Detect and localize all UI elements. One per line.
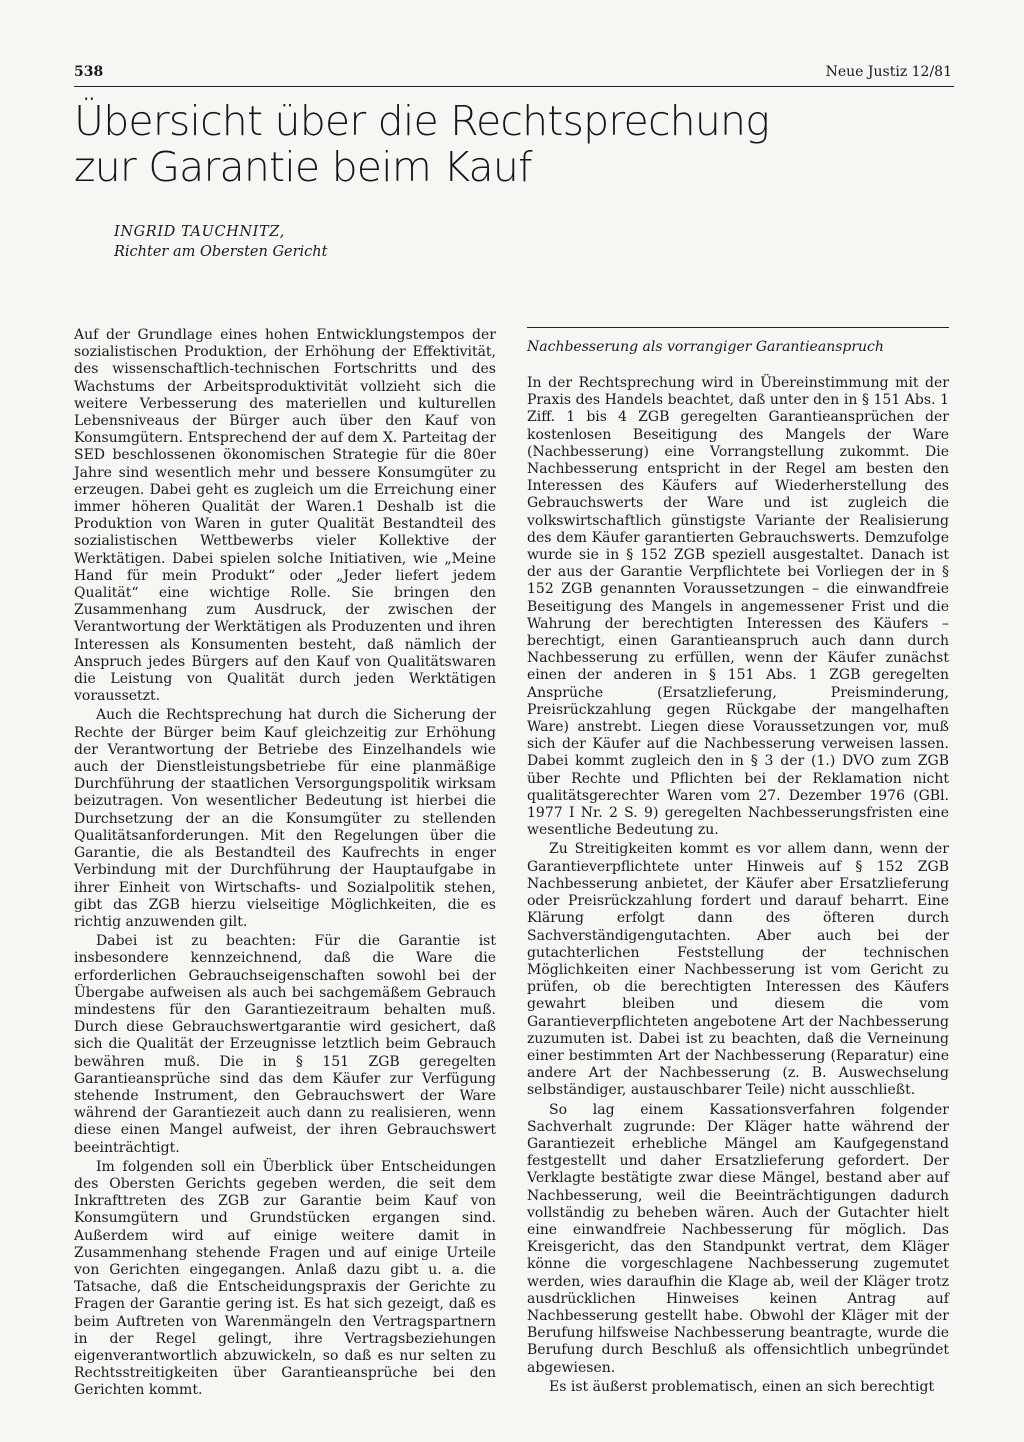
author-title: Richter am Obersten Gericht	[114, 244, 328, 260]
body-paragraph: In der Rechtsprechung wird in Übereinstimmung mit der Praxis des Handels beachtet, daß unter den in § 151 Abs. 1 Ziff. 1 bis 4 ZGB geregelten Garantieansprüchen der kostenlosen Beseitigung des Mangels der Ware (Nachbesserung) eine Vorrangstellung zukommt. Die Nachbesserung entspricht in der Regel am besten den Interessen des Käufers auf Wiederherstellung des Gebrauchswerts der Ware und ist zugleich die volkswirtschaftlich günstigste Variante der Realisierung des dem Käufer garantierten Gebrauchswerts. Demzufolge wurde sie in § 152 ZGB speziell ausgestaltet. Danach ist der aus der Garantie Verpflichtete bei Vorliegen der in § 152 ZGB genannten Voraussetzungen – die einwandfreie Beseitigung des Mangels in angemessener Frist und die Wahrung der berechtigten Interessen des Käufers – berechtigt, einen Garantieanspruch auch dann durch Nachbesserung zu erfüllen, wenn der Käufer zunächst einen der anderen in § 151 Abs. 1 ZGB geregelten Ansprüche (Ersatzlieferung, Preisminderung, Preisrückzahlung gegen Rückgabe der mangelhaften Ware) anstrebt. Liegen diese Voraussetzungen vor, muß sich der Käufer auf die Nachbesserung verweisen lassen. Dabei kommt zugleich den in § 3 der (1.) DVO zum ZGB über Rechte und Pflichten bei der Reklamation nicht qualitätsgerechter Waren vom 27. Dezember 1976 (GBl. 1977 I Nr. 2 S. 9) geregelten Nachbesserungsfristen eine wesentliche Bedeutung zu.	[527, 375, 949, 839]
body-paragraph: Dabei ist zu beachten: Für die Garantie ist insbesondere kennzeichnend, daß die Ware die erforderlichen Gebrauchseigenschaften sowohl bei der Übergabe aufweisen als auch bei sachgemäßem Gebrauch mindestens für den Garantiezeitraum behalten muß. Durch diese Gebrauchswertgarantie wird gesichert, daß sich die Qualität der Erzeugnisse letztlich beim Gebrauch bewähren muß. Die in § 151 ZGB geregelten Garantieansprüche sind das dem Käufer zur Verfügung stehende Instrument, den Gebrauchswert der Ware während der Garantiezeit auch dann zu realisieren, wenn diese einen Mangel aufweist, der ihren Gebrauchswert beeinträchtigt.	[74, 933, 496, 1156]
body-paragraph: Auf der Grundlage eines hohen Entwicklungstempos der sozialistischen Produktion, der Erhöhung der Effektivität, des wissenschaftlich-technischen Fortschritts und des Wachstums der Arbeitsproduktivität vollzieht sich die weitere Verbesserung des materiellen und kulturellen Lebensniveaus der Bürger auch über den Kauf von Konsumgütern. Entsprechend der auf dem X. Parteitag der SED beschlossenen ökonomischen Strategie für die 80er Jahre sind wesentlich mehr und bessere Konsumgüter zu erzeugen. Dabei geht es zugleich um die Erreichung einer immer höheren Qualität der Waren.1 Deshalb ist die Produktion von Waren in guter Qualität Bestandteil des sozialistischen Wettbewerbs vieler Kollektive der Werktätigen. Dabei spielen solche Initiativen, wie „Meine Hand für mein Produkt“ oder „Jeder liefert jedem Qualität“ eine wichtige Rolle. Sie bringen den Zusammenhang zum Ausdruck, der zwischen der Verantwortung der Werktätigen als Produzenten und ihren Interessen als Konsumenten besteht, daß nämlich der Anspruch jedes Bürgers auf den Kauf von Qualitätswaren die Leistung von Qualität durch jeden Werktätigen voraussetzt.	[74, 327, 496, 705]
author-name: INGRID TAUCHNITZ,	[114, 224, 285, 240]
body-paragraph: So lag einem Kassationsverfahren folgender Sachverhalt zugrunde: Der Kläger hatte während der Garantiezeit erhebliche Mängel am Kaufgegenstand festgestellt und daher Ersatzlieferung gefordert. Der Verklagte bestätigte zwar diese Mängel, bestand aber auf Nachbesserung, weil die Beeinträchtigungen dadurch vollständig zu beheben wären. Auch der Gutachter hielt eine einwandfreie Nachbesserung für möglich. Das Kreisgericht, das den Standpunkt vertrat, dem Kläger könne die vorgeschlagene Nachbesserung zugemutet werden, wies daraufhin die Klage ab, weil der Kläger trotz ausdrücklichen Hinweises keinen Antrag auf Nachbesserung gestellt habe. Obwohl der Kläger mit der Berufung hilfsweise Nachbesserung beantragte, wurde die Berufung durch Beschluß als offensichtlich unbegründet abgewiesen.	[527, 1101, 949, 1376]
author-block	[114, 222, 327, 262]
body-paragraph: Zu Streitigkeiten kommt es vor allem dann, wenn der Garantieverpflichtete unter Hinweis auf § 152 ZGB Nachbesserung anbietet, der Käufer aber Ersatzlieferung oder Preisrückzahlung fordert und darauf beharrt. Eine Klärung erfolgt dann des öfteren durch Sachverständigengutachten. Aber auch bei der gutachterlichen Feststellung der technischen Möglichkeiten einer Nachbesserung ist vom Gericht zu prüfen, ob die berechtigten Interessen des Käufers gewahrt bleiben und diesem die vom Garantieverpflichteten angebotene Art der Nachbesserung zuzumuten ist. Dabei ist zu beachten, daß die Verneinung einer bestimmten Art der Nachbesserung (Reparatur) eine andere Art der Nachbesserung (z. B. Auswechselung selbständiger, austauschbarer Teile) nicht ausschließt.	[527, 841, 949, 1099]
journal-reference: Neue Justiz 12/81	[825, 64, 952, 80]
body-paragraph: Es ist äußerst problematisch, einen an sich berechtigt	[549, 1378, 935, 1395]
right-column	[527, 327, 949, 1395]
body-paragraph: Im folgenden soll ein Überblick über Entscheidungen des Obersten Gerichts gegeben werden, die seit dem Inkrafttreten des ZGB zur Garantie beim Kauf von Konsumgütern und Grundstücken ergangen sind. Außerdem wird auf einige weitere damit in Zusammenhang stehende Fragen und auf einige Urteile von Gerichten eingegangen. Anlaß dazu gibt u. a. die Tatsache, daß die Entscheidungspraxis der Gerichte zu Fragen der Garantie gering ist. Es hat sich gezeigt, daß es beim Auftreten von Warenmängeln den Vertragspartnern in der Regel gelingt, ihre Vertragsbeziehungen eigenverantwortlich abzuwickeln, so daß es nur selten zu Rechtsstreitigkeiten über Garantieansprüche bei den Gerichten kommt.	[74, 1158, 496, 1399]
article-title-line: Übersicht über die Rechtsprechung	[74, 97, 770, 145]
body-paragraph: Auch die Rechtsprechung hat durch die Sicherung der Rechte der Bürger beim Kauf gleichzeitig zur Erhöhung der Verantwortung der Betriebe des Einzelhandels wie auch der Dienstleistungsbetriebe für eine planmäßige Durchführung der staatlichen Versorgungspolitik wirksam beizutragen. Von wesentlicher Bedeutung ist hierbei die Durchsetzung der an die Konsumgüter zu stellenden Qualitätsanforderungen. Mit den Regelungen über die Garantie, die als Bestandteil des Kaufrechts in enger Verbindung mit der Durchführung der Hauptaufgabe in ihrer Einheit von Wirtschafts- und Sozialpolitik stehen, gibt das ZGB hierzu vielseitige Möglichkeiten, die es richtig anzuwenden gilt.	[74, 707, 496, 930]
left-column	[74, 327, 496, 1399]
page-number: 538	[74, 64, 104, 80]
article-title	[74, 98, 774, 190]
section-heading: Nachbesserung als vorrangiger Garantieanspruch	[527, 327, 949, 356]
article-title-line: zur Garantie beim Kauf	[74, 143, 532, 191]
running-header	[74, 64, 954, 87]
